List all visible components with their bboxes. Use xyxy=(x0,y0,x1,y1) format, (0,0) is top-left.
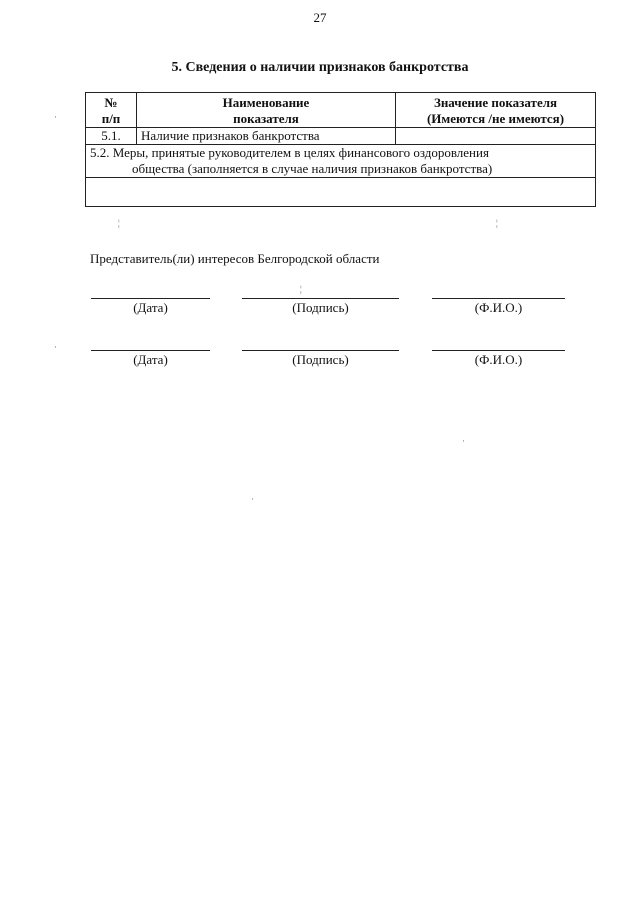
page-number: 27 xyxy=(313,10,327,25)
row-5-1-value[interactable] xyxy=(396,128,596,145)
header-value-line1: Значение показателя xyxy=(433,95,558,110)
name-caption: (Ф.И.О.) xyxy=(474,300,523,315)
header-name xyxy=(137,93,396,128)
section-title: 5. Сведения о наличии признаков банкротства xyxy=(171,60,469,75)
name-line[interactable] xyxy=(432,298,565,299)
signature-line[interactable] xyxy=(242,350,399,351)
representative-label: Представитель(ли) интересов Белгородской области xyxy=(90,251,380,266)
signature-row-1 xyxy=(0,298,640,328)
scan-speck: · xyxy=(54,112,57,122)
row-5-1-name: Наличие признаков банкротства xyxy=(137,128,396,145)
scan-speck: · xyxy=(462,436,465,446)
signature-line[interactable] xyxy=(242,298,399,299)
header-name-line1: Наименование xyxy=(222,95,310,110)
table-header-row xyxy=(86,93,596,128)
table-row-empty xyxy=(86,178,596,207)
date-caption: (Дата) xyxy=(133,352,168,367)
row-5-2-line2: общества (заполняется в случае наличия признаков банкротства) xyxy=(132,161,493,176)
scan-speck: ¦ xyxy=(118,218,120,228)
signature-row-2 xyxy=(0,350,640,380)
name-caption: (Ф.И.О.) xyxy=(474,352,523,367)
date-line[interactable] xyxy=(91,298,210,299)
row-5-2-text xyxy=(86,145,596,178)
signature-caption: (Подпись) xyxy=(292,352,349,367)
header-number-line1: № xyxy=(104,95,118,110)
row-5-2-line1: 5.2. Меры, принятые руководителем в целях финансового оздоровления xyxy=(90,145,489,160)
row-5-2-answer[interactable] xyxy=(86,178,596,207)
scan-speck: · xyxy=(54,342,57,352)
bankruptcy-table xyxy=(85,92,596,207)
date-line[interactable] xyxy=(91,350,210,351)
signature-caption: (Подпись) xyxy=(292,300,349,315)
scan-speck: · xyxy=(251,494,254,504)
date-caption: (Дата) xyxy=(133,300,168,315)
table-row-5-1 xyxy=(86,128,596,145)
table-row-5-2 xyxy=(86,145,596,178)
scan-speck: ¦ xyxy=(300,284,302,294)
row-5-1-number: 5.1. xyxy=(86,128,137,145)
header-value xyxy=(396,93,596,128)
header-number-line2: п/п xyxy=(101,111,121,126)
header-value-line2: (Имеются /не имеются) xyxy=(426,111,565,126)
header-name-line2: показателя xyxy=(233,111,299,126)
name-line[interactable] xyxy=(432,350,565,351)
header-number xyxy=(86,93,137,128)
scan-speck: ¦ xyxy=(496,218,498,228)
